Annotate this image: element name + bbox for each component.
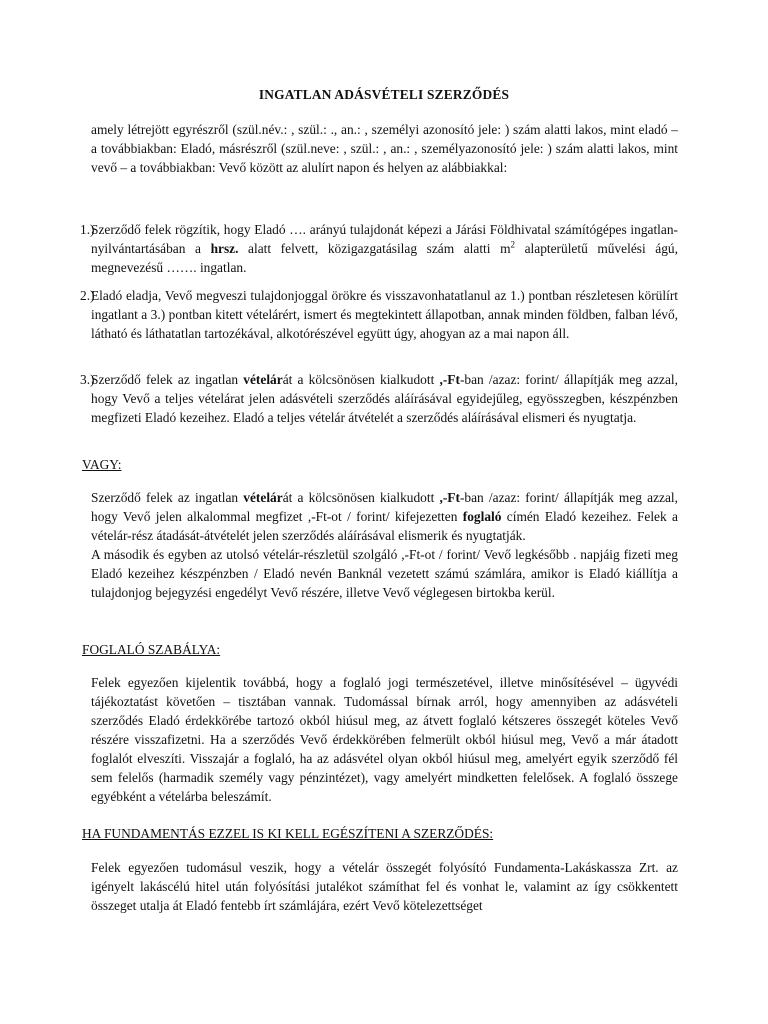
vagy-text-part: Szerződő felek az ingatlan (91, 490, 244, 505)
square-meter-superscript: 2 (510, 239, 515, 250)
fundamenta-heading: HA FUNDAMENTÁS EZZEL IS KI KELL EGÉSZÍTENI A SZERZŐDÉS: (82, 826, 494, 841)
vagy-block (91, 488, 678, 602)
intro-paragraph (91, 120, 678, 177)
section-1 (80, 220, 678, 277)
section-3 (80, 370, 678, 427)
vagy-text-part: át a kölcsönösen kialkudott (282, 490, 440, 505)
section-1-number: 1.) (80, 222, 95, 237)
section-1-text-part: alapterületű művelési ágú, megnevezésű ……. ingatlan. (91, 241, 678, 275)
vetelar-label: vételár (243, 490, 283, 505)
section-2-text: Eladó eladja, Vevő megveszi tulajdonjoggal örökre és visszavonhatatlanul az 1.) pontban részletesen körülírt ingatlant a 3.) pontban kitett vételárért, ismert és megtekintett állapotban, annak minden földben, falban lévő, látható és láthatatlan tartozékával, alkotórészével együtt úgy, ahogyan az a mai napon áll. (91, 288, 678, 341)
document-title: INGATLAN ADÁSVÉTELI SZERZŐDÉS (258, 87, 510, 102)
foglalo-heading: FOGLALÓ SZABÁLYA: (82, 642, 221, 657)
section-1-text-part: Szerződő felek rögzítik, hogy Eladó …. arányú tulajdonát képezi a Járási Földhivatal számítógépes ingatlan-nyilvántartásában a (91, 222, 678, 256)
intro-text: amely létrejött egyrészről (szül.név.: , szül.: ., an.: , személyi azonosító jele: ) szám alatti lakos, mint eladó – a továbbiakban: Eladó, másrészről (szül.neve: , szül.: , an.: , személyazonosító jele: ) szám alatti lakos, mint vevő – a továbbiakban: Vevő között az alulírt napon és helyen az alábbiakkal: (91, 122, 678, 175)
foglalo-text: Felek egyezően kijelentik továbbá, hogy a foglaló jogi természetével, illetve minősítésével – ügyvédi tájékoztatást követően – tisztában vannak. Tudomással bírnak arról, hogy amennyiben az adásvételi szerződés Eladó érdekkörébe tartozó okból hiúsul meg, az átvett foglaló kétszeres összegét köteles Vevő részére visszafizetni. Ha a szerződés Vevő érdekkörében felmerült okból hiúsul meg, Vevő a már átadott foglalót elveszíti. Visszajár a foglaló, ha az adásvétel olyan okból hiúsul meg, amelyért egyik szerződő fél sem felelős (harmadik személy vagy pénzintézet), vagy amelyért mindketten felelősek. A foglaló összege egyébként a vételárba beleszámít. (91, 675, 678, 804)
section-2-number: 2.) (80, 288, 95, 303)
vetelar-label: vételár (243, 372, 283, 387)
vagy-paragraph-2: A második és egyben az utolsó vételár-részletül szolgáló ,-Ft-ot / forint/ Vevő legkésőbb . napjáig fizeti meg Eladó kezeihez készpénzben / Eladó nevén Banknál vezetett számú számlára, amikor is Eladó kiállítja a tulajdonjog bejegyzési engedélyt Vevő részére, illetve Vevő véglegesen birtokba kerül. (91, 547, 678, 600)
fundamenta-text: Felek egyezően tudomásul veszik, hogy a vételár összegét folyósító Fundamenta-Lakáskassza Zrt. az igényelt lakáscélú hitel után folyósítási jutalékot számíthat fel és vonhat le, valamint az így csökkentett összeget utalja át Eladó fentebb írt számlájára, ezért Vevő kötelezettséget (91, 860, 678, 913)
ft-label: ,-Ft (439, 372, 460, 387)
foglalo-block (91, 673, 678, 806)
vagy-heading: VAGY: (82, 457, 122, 472)
hrsz-label: hrsz. (210, 241, 239, 256)
foglalo-label: foglaló (462, 509, 502, 524)
fundamenta-block (91, 858, 678, 915)
section-1-text-part: alatt felvett, közigazgatásilag szám alatti m (238, 241, 511, 256)
section-3-text-part: át a kölcsönösen kialkudott (282, 372, 440, 387)
vagy-paragraph-1 (91, 488, 678, 545)
ft-label: ,-Ft (439, 490, 460, 505)
vagy-text-part: -ban /azaz: forint/ állapítják meg azzal, hogy Vevő jelen alkalommal megfizet ,-Ft-ot / forint/ kifejezetten (91, 490, 678, 524)
section-3-text-part: -ban /azaz: forint/ állapítják meg azzal, hogy Vevő a teljes vételárat jelen adásvételi szerződés aláírásával egyidejűleg, egyösszegben, készpénzben megfizeti Eladó kezeihez. Eladó a teljes vételár átvételét a szerződés aláírásával elismeri és nyugtatja. (91, 372, 678, 425)
section-3-text-part: Szerződő felek az ingatlan (91, 372, 244, 387)
section-2 (80, 286, 678, 343)
section-3-text (91, 370, 678, 427)
vagy-text-part: címén Eladó kezeihez. Felek a vételár-rész átadását-átvételét jelen szerződés aláírásával elismerik és nyugtatják. (91, 509, 678, 543)
section-1-text (91, 220, 678, 277)
section-3-number: 3.) (80, 372, 95, 387)
